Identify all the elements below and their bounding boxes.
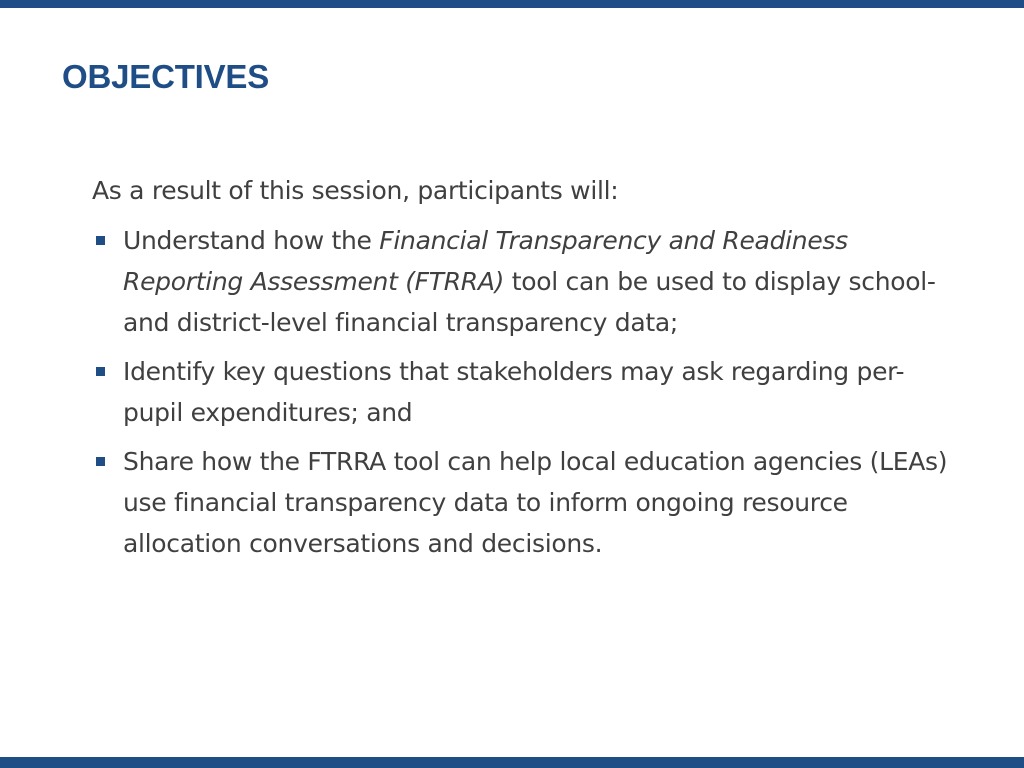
top-accent-bar (0, 0, 1024, 8)
objectives-list (92, 220, 962, 564)
intro-text: As a result of this session, participants will: (92, 176, 619, 205)
slide-title: OBJECTIVES (62, 58, 270, 95)
bullet-text: Share how the FTRRA tool can help local education agencies (LEAs) use financial transparency data to inform ongoing resource allocation conversations and decisions. (123, 447, 948, 558)
bullet-text-prefix: Understand how the (123, 226, 380, 255)
square-bullet-icon (96, 236, 105, 245)
slide-body (92, 170, 962, 572)
list-item (92, 351, 962, 433)
list-item (92, 220, 962, 343)
list-item (92, 441, 962, 564)
bullet-text: Identify key questions that stakeholders may ask regarding per-pupil expenditures; and (123, 357, 905, 427)
bullet-text-emphasis: Financial Transparency and Readiness Reporting Assessment (FTRRA) (123, 226, 848, 296)
bullet-text-suffix: tool can be used to display school- and district-level financial transparency data; (123, 267, 936, 337)
square-bullet-icon (96, 457, 105, 466)
bottom-accent-bar (0, 757, 1024, 768)
square-bullet-icon (96, 367, 105, 376)
